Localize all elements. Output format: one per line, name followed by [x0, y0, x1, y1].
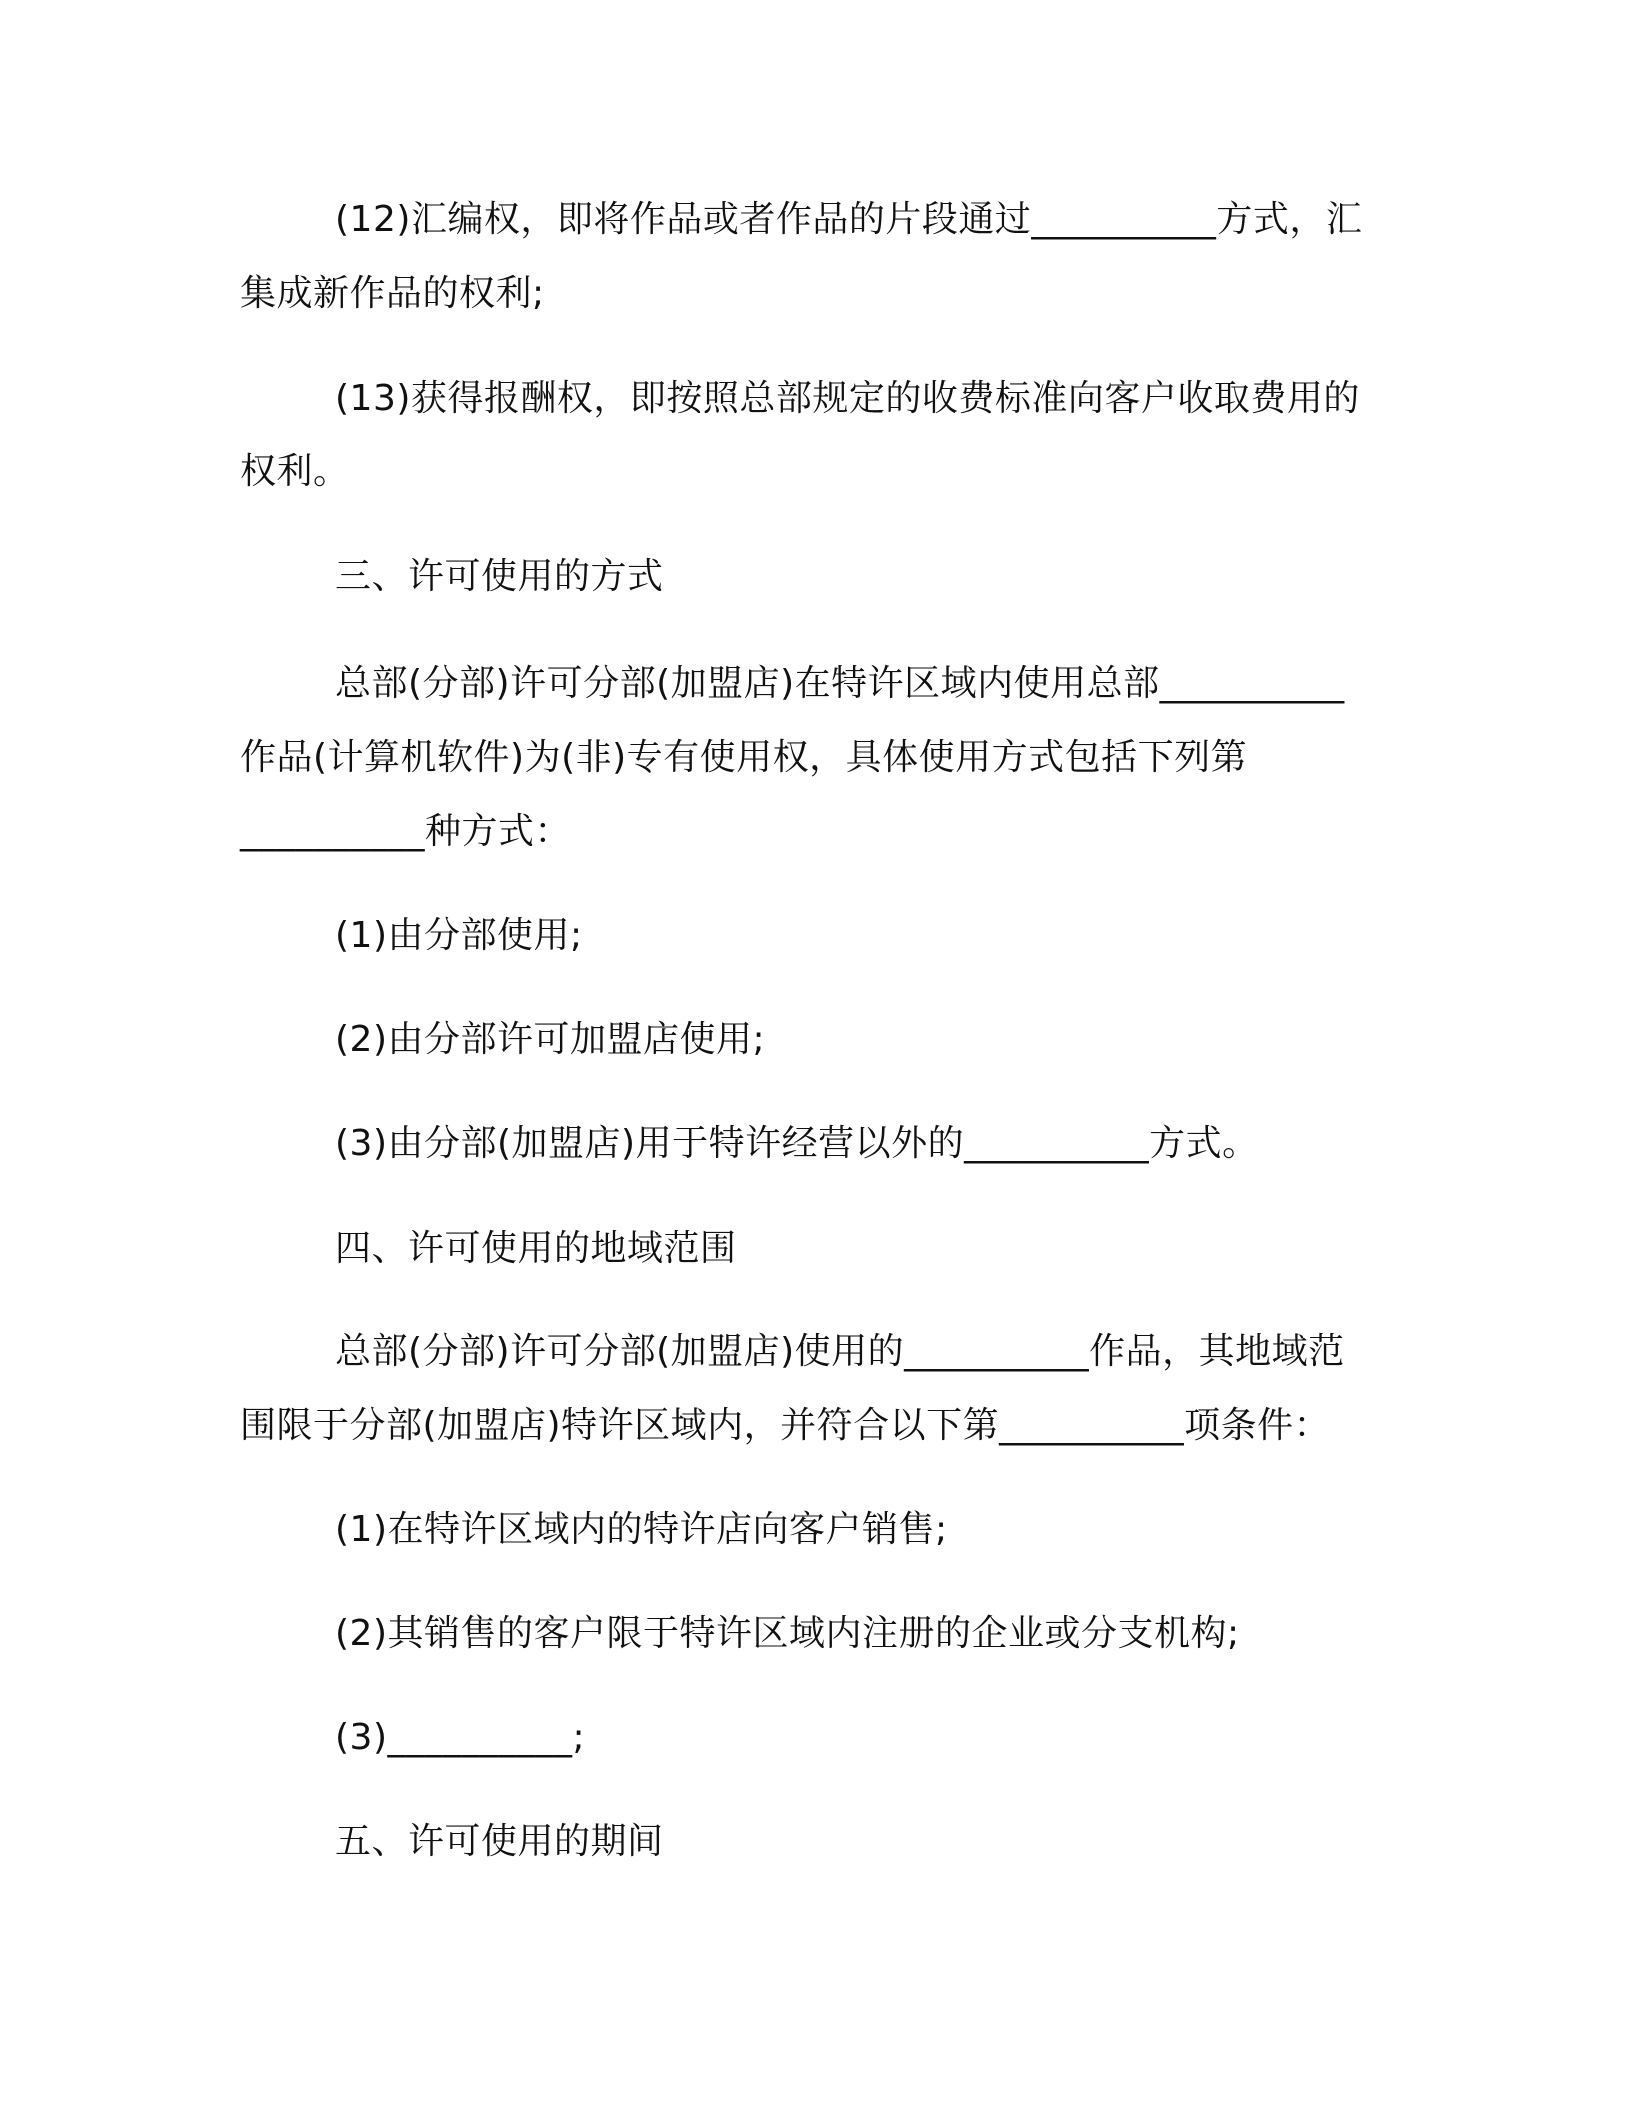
section-3-heading: 三、许可使用的方式	[335, 556, 664, 597]
section-4-para-line-2: 围限于分部(加盟店)特许区域内，并符合以下第__________项条件：	[240, 1405, 1331, 1446]
section-3-para-line-1: 总部(分部)许可分部(加盟店)在特许区域内使用总部__________	[335, 663, 1345, 704]
section-4-heading: 四、许可使用的地域范围	[335, 1228, 737, 1269]
clause-12-line-1: (12)汇编权，即将作品或者作品的片段通过__________方式，汇	[335, 199, 1363, 240]
section-4-para-line-1: 总部(分部)许可分部(加盟店)使用的__________作品，其地域范	[335, 1331, 1345, 1372]
section-3-item-3: (3)由分部(加盟店)用于特许经营以外的__________方式。	[335, 1123, 1259, 1164]
section-4-item-1: (1)在特许区域内的特许店向客户销售;	[335, 1509, 948, 1550]
clause-13-line-2: 权利。	[240, 451, 350, 492]
section-5-heading: 五、许可使用的期间	[335, 1821, 664, 1862]
section-4-item-3: (3)__________;	[335, 1717, 586, 1758]
section-3-para-line-3: __________种方式：	[240, 811, 572, 852]
clause-13-line-1: (13)获得报酬权，即按照总部规定的收费标准向客户收取费用的	[335, 378, 1360, 419]
section-3-item-2: (2)由分部许可加盟店使用;	[335, 1019, 766, 1060]
section-4-item-2: (2)其销售的客户限于特许区域内注册的企业或分支机构;	[335, 1613, 1240, 1654]
section-3-item-1: (1)由分部使用;	[335, 915, 583, 956]
clause-12-line-2: 集成新作品的权利;	[240, 273, 545, 314]
section-3-para-line-2: 作品(计算机软件)为(非)专有使用权，具体使用方式包括下列第	[240, 737, 1248, 778]
